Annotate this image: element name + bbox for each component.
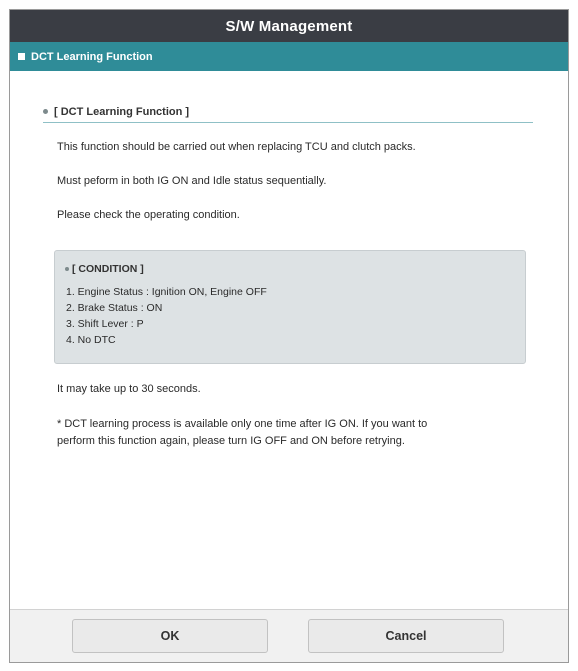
- sw-management-dialog: [9, 9, 569, 663]
- condition-title-text: [ CONDITION ]: [72, 263, 144, 275]
- description-line-1: This function should be carried out when replacing TCU and clutch packs.: [57, 141, 416, 153]
- dialog-footer: [10, 609, 568, 662]
- square-bullet-icon: [18, 53, 25, 60]
- ok-button[interactable]: OK: [72, 619, 268, 653]
- warning-line-1: * DCT learning process is available only one time after IG ON. If you want to: [57, 418, 428, 430]
- duration-note: It may take up to 30 seconds.: [57, 383, 201, 395]
- condition-box: [54, 250, 526, 364]
- warning-line-2: perform this function again, please turn IG OFF and ON before retrying.: [57, 435, 405, 447]
- condition-item: 2. Brake Status : ON: [66, 302, 163, 314]
- condition-title: [65, 263, 144, 275]
- dialog-title: S/W Management: [225, 17, 353, 35]
- section-title: DCT Learning Function: [31, 50, 153, 63]
- condition-list: [66, 284, 267, 348]
- dialog-title-bar: [10, 10, 568, 42]
- cancel-button[interactable]: Cancel: [308, 619, 504, 653]
- dot-bullet-icon: [43, 109, 48, 114]
- condition-item: 4. No DTC: [66, 334, 116, 346]
- condition-item: 1. Engine Status : Ignition ON, Engine OFF: [66, 286, 267, 298]
- dot-bullet-icon: [65, 267, 69, 271]
- section-header: [10, 42, 568, 71]
- function-heading: [43, 101, 533, 123]
- function-heading-text: [ DCT Learning Function ]: [54, 105, 190, 118]
- condition-item: 3. Shift Lever : P: [66, 318, 144, 330]
- description-line-3: Please check the operating condition.: [57, 209, 240, 221]
- description-line-2: Must peform in both IG ON and Idle status sequentially.: [57, 175, 327, 187]
